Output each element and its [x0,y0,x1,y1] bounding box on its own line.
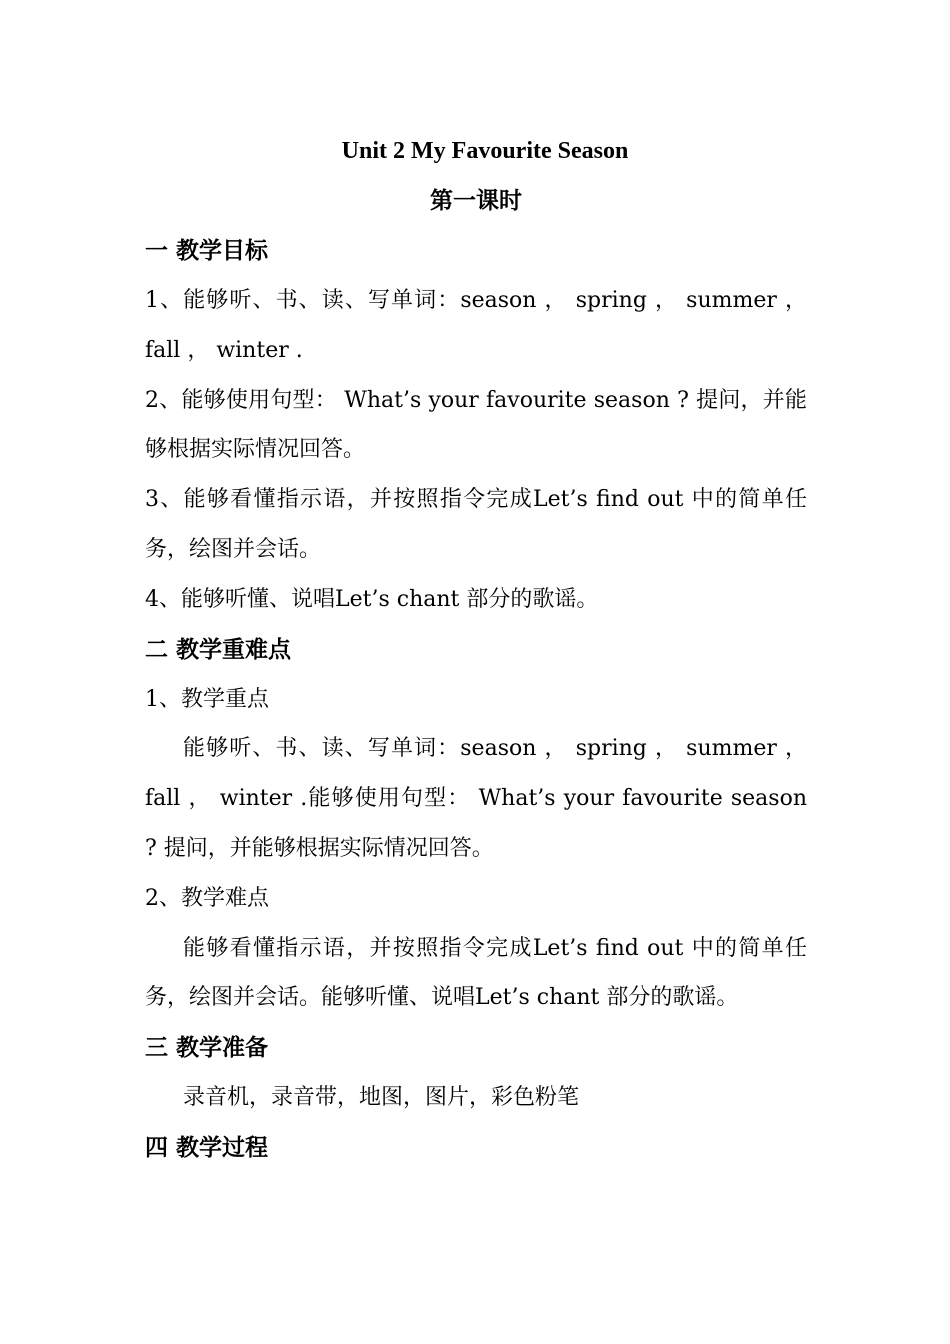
section-heading-process: 四 教学过程 [145,1133,269,1161]
section-heading-key-points: 二 教学重难点 [145,635,292,663]
section-heading-objectives: 一 教学目标 [145,237,269,264]
section-heading-preparation: 三 教学准备 [145,1034,269,1062]
difficult-points-label: 2、教学难点 [145,885,269,911]
document-page [145,126,807,1173]
preparation-text: 录音机，录音带，地图，图片，彩色粉笔 [183,1085,580,1111]
objective-item-1: 1、能够听、书、读、写单词：season ， spring ， summer ， fall ， winter . [145,288,807,363]
document-title: Unit 2 My Favourite Season [341,138,629,164]
objective-item-3: 3、能够看懂指示语，并按照指令完成Let’s find out 中的简单任务，绘图并会话。 [145,487,807,562]
key-points-label: 1、教学重点 [145,686,269,712]
objective-item-4: 4、能够听懂、说唱Let’s chant 部分的歌谣。 [145,586,599,612]
lesson-subtitle: 第一课时 [430,187,522,214]
key-points-text: 能够听、书、读、写单词：season ， spring ， summer ， fall ， winter .能够使用句型： What’s your favourite season ? 提问，并能够根据实际情况回答。 [145,736,807,861]
objective-item-2: 2、能够使用句型： What’s your favourite season ? 提问，并能够根据实际情况回答。 [145,387,807,463]
difficult-points-text: 能够看懂指示语，并按照指令完成Let’s find out 中的简单任务，绘图并会话。能够听懂、说唱Let’s chant 部分的歌谣。 [145,935,807,1011]
